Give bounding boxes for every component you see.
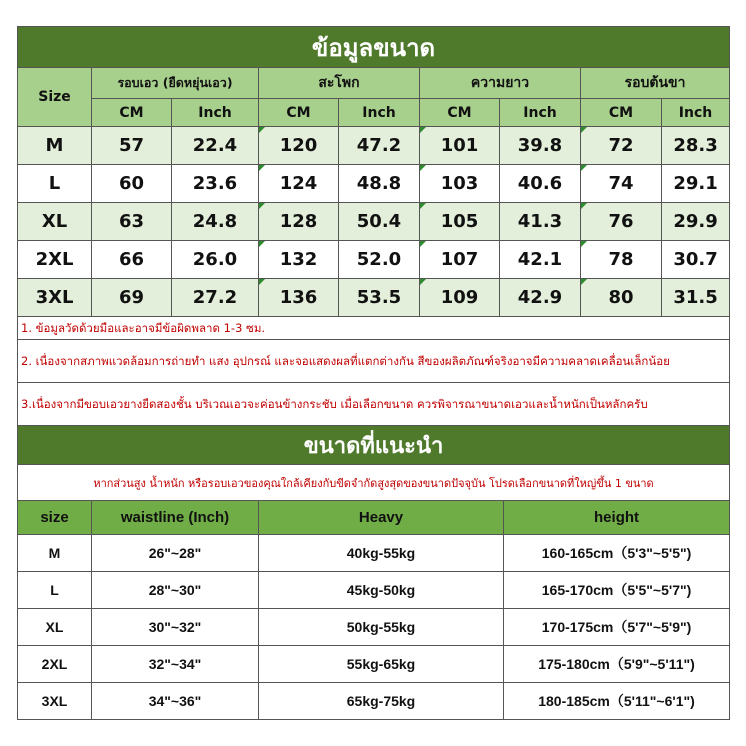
- size-header: size: [18, 501, 92, 535]
- table-row: [18, 609, 730, 646]
- table-row: [18, 683, 730, 720]
- recommend-title: ขนาดที่แนะนำ: [18, 426, 730, 465]
- note-waistband: 3.เนื่องจากมีขอบเอวยางยืดสองชั้น บริเวณเอวจะค่อนข้างกระชับ เมื่อเลือกขนาด ควรพิจารณาขนาดเอวและน้ำหนักเป็นหลักครับ: [18, 383, 730, 426]
- table-row: [18, 127, 730, 165]
- waistline-cell: 32"~34": [92, 646, 259, 683]
- length-cm-cell: 101: [420, 127, 500, 165]
- note-color-difference: 2. เนื่องจากสภาพแวดล้อมการถ่ายทำ แสง อุปกรณ์ และจอแสดงผลที่แตกต่างกัน สีของผลิตภัณฑ์จริงอาจมีความคลาดเคลื่อนเล็กน้อย: [18, 340, 730, 383]
- hip-inch-cell: 50.4: [339, 203, 420, 241]
- size-cell: XL: [18, 203, 92, 241]
- height-cell: 170-175cm（5'7"~5'9"): [504, 609, 730, 646]
- hip-cm-cell: 132: [259, 241, 339, 279]
- waist-cm-cell: 69: [92, 279, 172, 317]
- table-row: [18, 203, 730, 241]
- height-header: height: [504, 501, 730, 535]
- waistline-cell: 26"~28": [92, 535, 259, 572]
- length-inch-cell: 39.8: [500, 127, 581, 165]
- height-cell: 165-170cm（5'5"~5'7"): [504, 572, 730, 609]
- unit-inch-header: Inch: [339, 99, 420, 127]
- size-measurement-table: [17, 26, 730, 426]
- waist-inch-cell: 23.6: [172, 165, 259, 203]
- hip-cm-cell: 124: [259, 165, 339, 203]
- size-cell: 2XL: [18, 241, 92, 279]
- length-cm-cell: 105: [420, 203, 500, 241]
- waistline-cell: 30"~32": [92, 609, 259, 646]
- thigh-inch-cell: 29.1: [662, 165, 730, 203]
- weight-cell: 65kg-75kg: [259, 683, 504, 720]
- waist-cm-cell: 57: [92, 127, 172, 165]
- waistline-cell: 28"~30": [92, 572, 259, 609]
- height-cell: 180-185cm（5'11"~6'1"): [504, 683, 730, 720]
- size-chart-title: ข้อมูลขนาด: [18, 27, 730, 68]
- size-cell: L: [18, 165, 92, 203]
- thigh-cm-cell: 74: [581, 165, 662, 203]
- table-row: [18, 279, 730, 317]
- hip-cm-cell: 120: [259, 127, 339, 165]
- hip-group-header: สะโพก: [259, 68, 420, 99]
- waist-inch-cell: 22.4: [172, 127, 259, 165]
- size-cell: 3XL: [18, 279, 92, 317]
- table-row: [18, 535, 730, 572]
- weight-cell: 40kg-55kg: [259, 535, 504, 572]
- size-cell: XL: [18, 609, 92, 646]
- thigh-cm-cell: 72: [581, 127, 662, 165]
- waistline-cell: 34"~36": [92, 683, 259, 720]
- waistline-header: waistline (Inch): [92, 501, 259, 535]
- unit-cm-header: CM: [92, 99, 172, 127]
- table-row: [18, 165, 730, 203]
- weight-cell: 55kg-65kg: [259, 646, 504, 683]
- size-cell: L: [18, 572, 92, 609]
- waist-cm-cell: 60: [92, 165, 172, 203]
- weight-cell: 50kg-55kg: [259, 609, 504, 646]
- waist-inch-cell: 26.0: [172, 241, 259, 279]
- unit-inch-header: Inch: [500, 99, 581, 127]
- waist-inch-cell: 27.2: [172, 279, 259, 317]
- length-inch-cell: 42.9: [500, 279, 581, 317]
- size-cell: 2XL: [18, 646, 92, 683]
- thigh-inch-cell: 31.5: [662, 279, 730, 317]
- thigh-inch-cell: 30.7: [662, 241, 730, 279]
- hip-inch-cell: 47.2: [339, 127, 420, 165]
- waist-group-header: รอบเอว (ยืดหยุ่นเอว): [92, 68, 259, 99]
- thigh-cm-cell: 76: [581, 203, 662, 241]
- unit-cm-header: CM: [420, 99, 500, 127]
- size-cell: M: [18, 535, 92, 572]
- waist-inch-cell: 24.8: [172, 203, 259, 241]
- hip-cm-cell: 128: [259, 203, 339, 241]
- table-row: [18, 572, 730, 609]
- size-column-header: Size: [18, 68, 92, 127]
- unit-inch-header: Inch: [172, 99, 259, 127]
- thigh-cm-cell: 80: [581, 279, 662, 317]
- weight-header: Heavy: [259, 501, 504, 535]
- hip-cm-cell: 136: [259, 279, 339, 317]
- recommended-size-table: [17, 425, 730, 720]
- note-measurement-error: 1. ข้อมูลวัดด้วยมือและอาจมีข้อผิดพลาด 1-3 ซม.: [18, 317, 730, 340]
- waist-cm-cell: 66: [92, 241, 172, 279]
- length-inch-cell: 40.6: [500, 165, 581, 203]
- unit-cm-header: CM: [581, 99, 662, 127]
- height-cell: 175-180cm（5'9"~5'11"): [504, 646, 730, 683]
- height-cell: 160-165cm（5'3"~5'5"): [504, 535, 730, 572]
- hip-inch-cell: 52.0: [339, 241, 420, 279]
- weight-cell: 45kg-50kg: [259, 572, 504, 609]
- size-cell: M: [18, 127, 92, 165]
- recommend-tip: หากส่วนสูง น้ำหนัก หรือรอบเอวของคุณใกล้เคียงกับขีดจำกัดสูงสุดของขนาดปัจจุบัน โปรดเลือกขนาดที่ใหญ่ขึ้น 1 ขนาด: [18, 465, 730, 501]
- length-inch-cell: 42.1: [500, 241, 581, 279]
- table-row: [18, 646, 730, 683]
- table-row: [18, 241, 730, 279]
- thigh-cm-cell: 78: [581, 241, 662, 279]
- thigh-group-header: รอบต้นขา: [581, 68, 730, 99]
- size-cell: 3XL: [18, 683, 92, 720]
- size-chart-sheet: [17, 26, 729, 720]
- length-cm-cell: 109: [420, 279, 500, 317]
- unit-inch-header: Inch: [662, 99, 730, 127]
- waist-cm-cell: 63: [92, 203, 172, 241]
- length-inch-cell: 41.3: [500, 203, 581, 241]
- length-cm-cell: 103: [420, 165, 500, 203]
- thigh-inch-cell: 29.9: [662, 203, 730, 241]
- thigh-inch-cell: 28.3: [662, 127, 730, 165]
- hip-inch-cell: 48.8: [339, 165, 420, 203]
- unit-cm-header: CM: [259, 99, 339, 127]
- hip-inch-cell: 53.5: [339, 279, 420, 317]
- length-group-header: ความยาว: [420, 68, 581, 99]
- length-cm-cell: 107: [420, 241, 500, 279]
